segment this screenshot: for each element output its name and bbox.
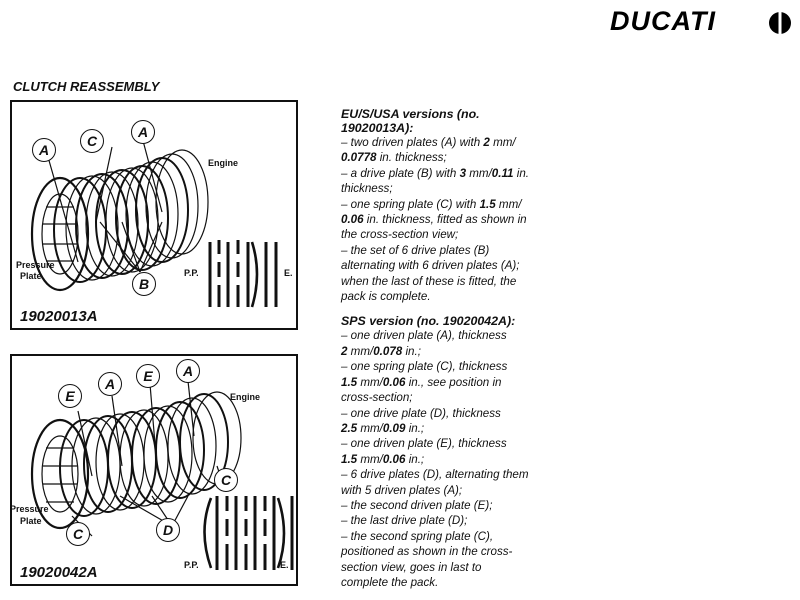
- text-line: [341, 274, 581, 289]
- callout-A-right: A: [176, 359, 200, 383]
- text-segment: mm/: [357, 452, 383, 466]
- text-segment: in.;: [405, 421, 425, 435]
- text-line: [341, 328, 581, 343]
- text-segment: in. thickness;: [376, 151, 447, 165]
- bold-value: 1.5: [341, 375, 358, 389]
- callout-C-left: C: [66, 522, 90, 546]
- bold-value: 0.11: [491, 166, 514, 180]
- pp-label: P.P.: [184, 268, 199, 278]
- eu-versions-body: [341, 135, 581, 304]
- bold-value: 0.06: [382, 375, 406, 389]
- callout-A-right: A: [131, 120, 155, 144]
- engine-label: Engine: [208, 158, 239, 168]
- section-title: CLUTCH REASSEMBLY: [13, 79, 160, 94]
- bold-value: 0.0778: [341, 151, 377, 165]
- text-segment: – the second driven plate (E);: [341, 498, 493, 512]
- pressure-plate-label-line2: Plate: [20, 516, 42, 526]
- callout-D: D: [156, 518, 180, 542]
- text-line: [341, 181, 581, 196]
- text-line: [341, 212, 581, 227]
- text-segment: – one spring plate (C), thickness: [341, 360, 508, 374]
- bold-value: 3: [459, 166, 467, 180]
- text-line: [341, 575, 581, 590]
- pressure-plate-label-line1: Pressure: [10, 504, 49, 514]
- text-segment: – two driven plates (A) with: [341, 136, 484, 149]
- pp-label: P.P.: [184, 560, 199, 570]
- text-segment: mm/: [347, 344, 374, 358]
- text-segment: – the second spring plate (C),: [341, 529, 494, 543]
- heading-line: 19020013A):: [341, 121, 414, 135]
- text-segment: section view, goes in last to: [341, 560, 482, 574]
- text-segment: mm/: [466, 166, 492, 180]
- text-segment: mm/: [357, 421, 383, 435]
- text-segment: – one driven plate (E), thickness: [341, 437, 507, 451]
- text-segment: in. thickness, fitted as shown in: [363, 213, 527, 227]
- text-line: [341, 529, 581, 544]
- text-line: [341, 197, 581, 212]
- figure-clutch-pack-19020013A: [10, 100, 298, 330]
- text-segment: thickness;: [341, 182, 393, 196]
- callout-B: B: [132, 272, 156, 296]
- text-segment: – one spring plate (C) with: [341, 197, 480, 211]
- text-line: [341, 258, 581, 273]
- bold-value: 2: [483, 136, 490, 149]
- bold-value: 0.09: [382, 421, 406, 435]
- text-line: [341, 375, 581, 390]
- text-segment: – 6 drive plates (D), alternating them: [341, 468, 529, 482]
- text-line: [341, 406, 581, 421]
- ducati-logo-icon: [768, 11, 792, 35]
- instructions-column: [341, 107, 581, 590]
- eu-versions-heading: [341, 107, 581, 135]
- text-segment: when the last of these is fitted, the: [341, 274, 517, 288]
- bold-value: 1.5: [341, 452, 358, 466]
- text-segment: positioned as shown in the cross-: [341, 545, 513, 559]
- text-segment: – the set of 6 drive plates (B): [341, 243, 490, 257]
- e-label: E.: [280, 560, 289, 570]
- clutch-pack-drawing: [12, 356, 296, 584]
- text-line: [341, 243, 581, 258]
- text-segment: – one drive plate (D), thickness: [341, 406, 501, 420]
- text-segment: – one driven plate (A), thickness: [341, 329, 507, 343]
- text-line: [341, 166, 581, 181]
- heading-line: SPS version (no. 19020042A):: [341, 314, 516, 329]
- heading-line: EU/S/USA versions (no.: [341, 107, 480, 121]
- text-line: [341, 359, 581, 374]
- text-segment: – a drive plate (B) with: [341, 166, 460, 180]
- text-segment: mm/: [357, 375, 383, 389]
- text-segment: mm/: [489, 136, 516, 149]
- text-segment: – the last drive plate (D);: [341, 514, 468, 528]
- text-line: [341, 436, 581, 451]
- sps-version-body: [341, 328, 581, 590]
- text-segment: pack is complete.: [341, 290, 431, 304]
- text-line: [341, 227, 581, 242]
- text-line: [341, 344, 581, 359]
- text-segment: cross-section;: [341, 391, 413, 405]
- text-segment: in.;: [405, 452, 425, 466]
- bold-value: 0.078: [373, 344, 403, 358]
- text-line: [341, 421, 581, 436]
- bold-value: 0.06: [341, 213, 364, 227]
- pressure-plate-label-line1: Pressure: [16, 260, 55, 270]
- text-line: [341, 498, 581, 513]
- bold-value: 2: [341, 344, 348, 358]
- callout-A-left: A: [32, 138, 56, 162]
- sps-version-heading: [341, 314, 581, 328]
- text-segment: in., see position in: [405, 375, 502, 389]
- text-segment: alternating with 6 driven plates (A);: [341, 259, 520, 273]
- bold-value: 2.5: [341, 421, 358, 435]
- brand-wordmark: DUCATI: [610, 6, 716, 36]
- text-line: [341, 560, 581, 575]
- text-line: [341, 289, 581, 304]
- callout-C-right: C: [214, 468, 238, 492]
- text-segment: in.;: [402, 344, 421, 358]
- text-line: [341, 483, 581, 498]
- text-line: [341, 452, 581, 467]
- text-segment: in.: [513, 166, 529, 180]
- text-segment: the cross-section view;: [341, 228, 459, 242]
- text-line: [341, 513, 581, 528]
- bold-value: 0.06: [382, 452, 406, 466]
- callout-C: C: [80, 129, 104, 153]
- figure-code: 19020013A: [20, 308, 98, 325]
- text-segment: complete the pack.: [341, 575, 439, 589]
- callout-A-left: A: [98, 372, 122, 396]
- engine-label: Engine: [230, 392, 261, 402]
- text-segment: mm/: [495, 197, 522, 211]
- text-line: [341, 467, 581, 482]
- text-line: [341, 135, 581, 150]
- callout-E-right: E: [136, 364, 160, 388]
- bold-value: 1.5: [479, 197, 496, 211]
- text-line: [341, 544, 581, 559]
- text-line: [341, 150, 581, 165]
- text-segment: with 5 driven plates (A);: [341, 483, 463, 497]
- e-label: E.: [284, 268, 293, 278]
- figure-clutch-pack-19020042A: [10, 354, 298, 586]
- figure-code: 19020042A: [20, 564, 98, 581]
- callout-E-left: E: [58, 384, 82, 408]
- text-line: [341, 390, 581, 405]
- pressure-plate-label-line2: Plate: [20, 271, 42, 281]
